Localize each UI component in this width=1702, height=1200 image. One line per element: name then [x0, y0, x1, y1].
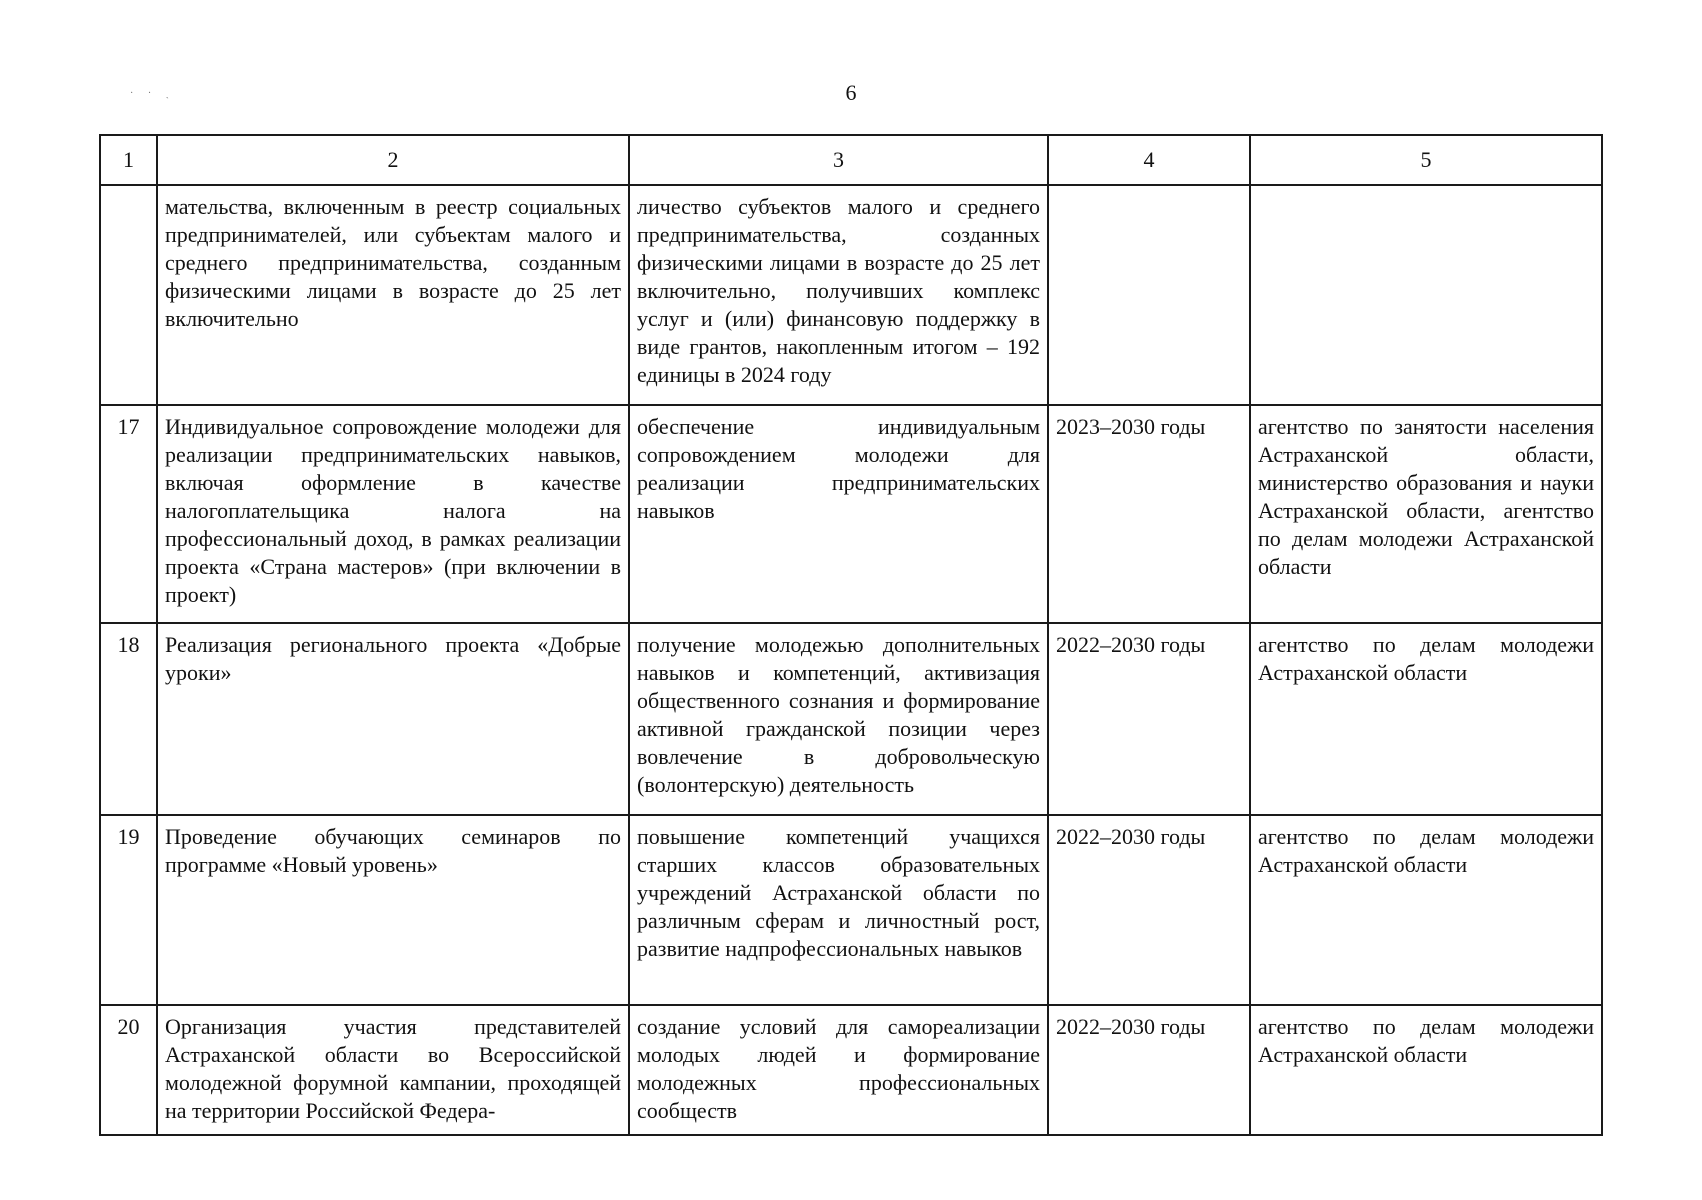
- column-header-5: 5: [1250, 135, 1602, 185]
- period-cell: 2022–2030 годы: [1048, 1005, 1250, 1135]
- activities-table: [99, 134, 1603, 1136]
- period-cell: 2022–2030 годы: [1048, 623, 1250, 815]
- scan-artifact: · · ˎ: [130, 88, 175, 99]
- result-cell: обеспечение индивидуальным сопровождением молодежи для реализации предпринимательских навыков: [629, 405, 1048, 623]
- result-cell: личество субъектов малого и среднего предпринимательства, созданных физическими лицами в возрасте до 25 лет включительно, получивших комплекс услуг и (или) финансовую поддержку в виде грантов, накопленным итогом – 192 единицы в 2024 году: [629, 185, 1048, 405]
- executor-cell: агентство по делам молодежи Астраханской области: [1250, 623, 1602, 815]
- row-number: 17: [100, 405, 157, 623]
- period-cell: 2023–2030 годы: [1048, 405, 1250, 623]
- column-header-4: 4: [1048, 135, 1250, 185]
- table-header-row: [100, 135, 1602, 185]
- row-number: [100, 185, 157, 405]
- activity-cell: мательства, включенным в реестр социальных предпринимателей, или субъектам малого и среднего предпринимательства, созданным физическими лицами в возрасте до 25 лет включительно: [157, 185, 629, 405]
- table-row: [100, 815, 1602, 1005]
- activity-cell: Индивидуальное сопровождение молодежи для реализации предпринимательских навыков, включая оформление в качестве налогоплательщика налога на профессиональный доход, в рамках реализации проекта «Страна мастеров» (при включении в проект): [157, 405, 629, 623]
- table-row: [100, 185, 1602, 405]
- result-cell: получение молодежью дополнительных навыков и компетенций, активизация общественного сознания и формирование активной гражданской позиции через вовлечение в добровольческую (волонтерскую) деятельность: [629, 623, 1048, 815]
- table-row: [100, 623, 1602, 815]
- column-header-3: 3: [629, 135, 1048, 185]
- column-header-1: 1: [100, 135, 157, 185]
- table-row: [100, 1005, 1602, 1135]
- row-number: 19: [100, 815, 157, 1005]
- column-header-2: 2: [157, 135, 629, 185]
- period-cell: [1048, 185, 1250, 405]
- executor-cell: агентство по делам молодежи Астраханской области: [1250, 815, 1602, 1005]
- result-cell: повышение компетенций учащихся старших классов образовательных учреждений Астраханской области по различным сферам и личностный рост, развитие надпрофессиональных навыков: [629, 815, 1048, 1005]
- activity-cell: Проведение обучающих семинаров по программе «Новый уровень»: [157, 815, 629, 1005]
- activity-cell: Реализация регионального проекта «Добрые уроки»: [157, 623, 629, 815]
- row-number: 20: [100, 1005, 157, 1135]
- executor-cell: [1250, 185, 1602, 405]
- page-number: 6: [845, 80, 857, 105]
- executor-cell: агентство по делам молодежи Астраханской области: [1250, 1005, 1602, 1135]
- executor-cell: агентство по занятости населения Астраханской области, министерство образования и науки Астраханской области, агентство по делам молодежи Астраханской области: [1250, 405, 1602, 623]
- period-cell: 2022–2030 годы: [1048, 815, 1250, 1005]
- result-cell: создание условий для самореализации молодых людей и формирование молодежных профессиональных сообществ: [629, 1005, 1048, 1135]
- table-row: [100, 405, 1602, 623]
- activity-cell: Организация участия представителей Астраханской области во Всероссийской молодежной форумной кампании, проходящей на территории Российской Федера-: [157, 1005, 629, 1135]
- row-number: 18: [100, 623, 157, 815]
